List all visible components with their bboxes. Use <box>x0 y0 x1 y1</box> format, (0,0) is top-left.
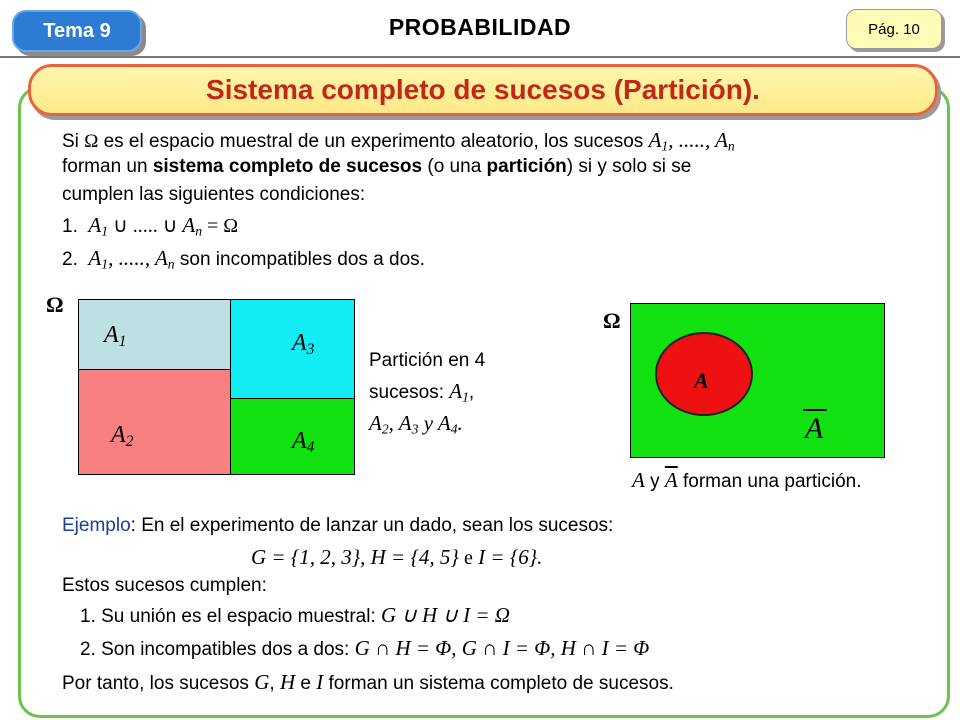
condition-2: 2. $A_1$, ....., $A_n$ son incompatibles dos a dos. <box>62 246 425 272</box>
definition-line-3: cumplen las siguientes condiciones: <box>62 184 366 205</box>
omega-label-partition: Ω <box>46 292 64 317</box>
example-cumplen: Estos sucesos cumplen: <box>62 575 267 596</box>
definition-line-1: Si Ω es el espacio muestral de un experimento aleatorio, los sucesos $A_1$, ....., $A_n$ <box>62 128 735 154</box>
complement-overbar <box>803 409 827 411</box>
complement-caption: A y $\overline{A}$ forman una partición. <box>632 468 862 492</box>
label-a2: $A_2$ <box>111 422 134 450</box>
header-title: PROBABILIDAD <box>388 14 572 40</box>
example-property-2: 2. Son incompatibles dos a dos: G ∩ H = Φ, G ∩ I = Φ, H ∩ I = Φ <box>80 636 650 660</box>
omega-label-complement: Ω <box>603 308 621 333</box>
example-intro: Ejemplo: En el experimento de lanzar un dado, sean los sucesos: <box>62 515 614 536</box>
condition-1: 1. $A_1$ ∪ ..... ∪ $A_n = \Omega$ <box>62 213 239 239</box>
partition-caption: Partición en 4 sucesos: $A_1$, $A_2$, $A_3$ y $A_4$. <box>369 350 486 437</box>
example-sets: G = {1, 2, 3}, H = {4, 5} e I = {6}. <box>251 545 543 569</box>
label-a3: $A_3$ <box>292 330 315 358</box>
topic-badge[interactable]: Tema 9 <box>12 10 142 52</box>
header-divider <box>0 56 960 58</box>
page-number-badge: Pág. 10 <box>846 9 942 49</box>
example-conclusion: Por tanto, los sucesos G, H e I forman un sistema completo de sucesos. <box>62 670 674 694</box>
label-a1: $A_1$ <box>104 322 127 350</box>
example-label: Ejemplo <box>62 515 131 536</box>
complement-label: A <box>805 412 824 445</box>
partition-diagram <box>78 299 355 475</box>
definition-line-2: forman un sistema completo de sucesos (o una partición) si y solo si se <box>62 156 692 177</box>
complement-diagram <box>630 303 885 458</box>
region-a1 <box>79 300 231 370</box>
label-a4: $A_4$ <box>292 428 315 456</box>
set-a-label: A <box>694 368 709 393</box>
slide-title: Sistema completo de sucesos (Partición). <box>28 64 938 116</box>
example-property-1: 1. Su unión es el espacio muestral: G ∪ H ∪ I = Ω <box>80 603 510 627</box>
region-a2 <box>79 370 231 474</box>
